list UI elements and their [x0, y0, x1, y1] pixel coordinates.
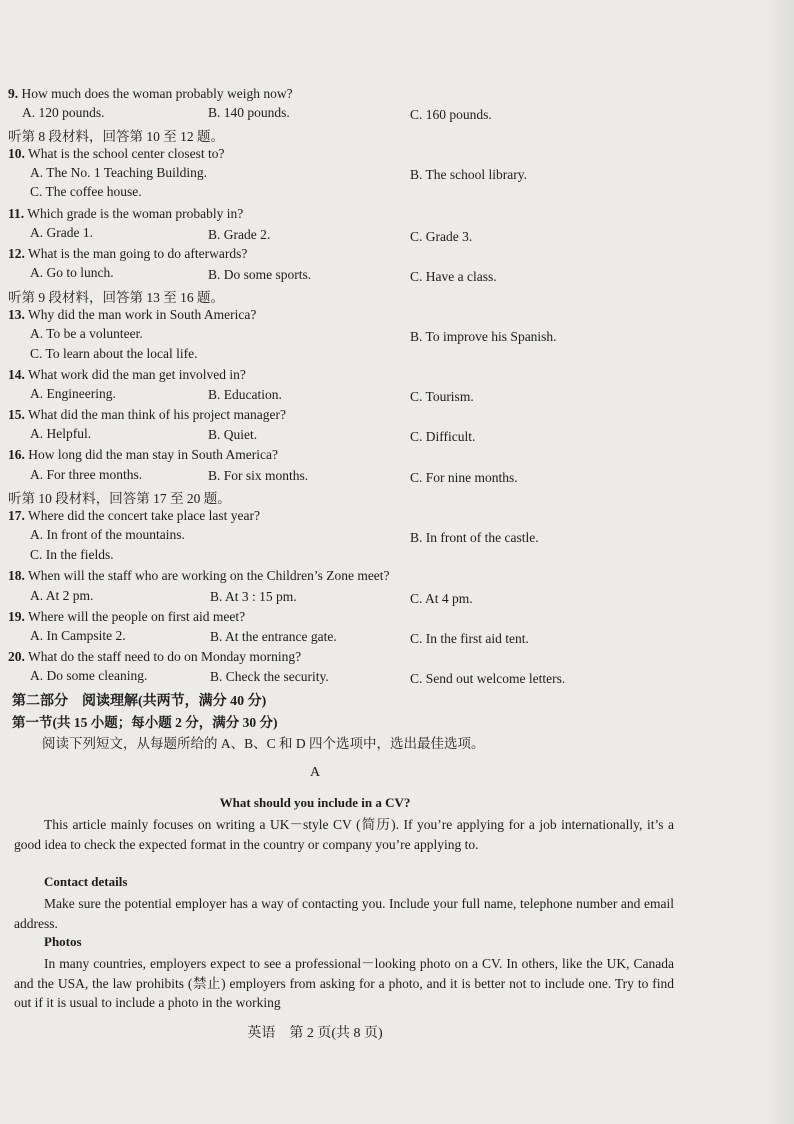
q12-option-a: A. Go to lunch. [30, 265, 114, 280]
q13-option-b: B. To improve his Spanish. [410, 329, 557, 344]
reading-instruction: 阅读下列短文，从每题所给的 A、B、C 和 D 四个选项中，选出最佳选项。 [42, 736, 485, 751]
question-11: 11. Which grade is the woman probably in? [8, 206, 244, 221]
question-15: 15. What did the man think of his project manager? [8, 407, 286, 422]
question-14: 14. What work did the man get involved in? [8, 367, 246, 382]
q14-option-a: A. Engineering. [30, 386, 116, 401]
q20-option-a: A. Do some cleaning. [30, 668, 148, 683]
question-20: 20. What do the staff need to do on Monday morning? [8, 649, 302, 664]
q10-option-a: A. The No. 1 Teaching Building. [30, 165, 208, 180]
question-19: 19. Where will the people on first aid meet? [8, 609, 246, 624]
q20-option-c: C. Send out welcome letters. [410, 671, 566, 686]
passage-title: What should you include in a CV? [219, 795, 411, 810]
q17-option-b: B. In front of the castle. [410, 530, 539, 545]
q17-option-c: C. In the fields. [30, 547, 114, 562]
q16-option-a: A. For three months. [30, 467, 143, 482]
paragraph-contact: Make sure the potential employer has a way of contacting you. Include your full name, telephone number and email address. [14, 896, 674, 931]
paragraph-photos: In many countries, employers expect to see a professional－looking photo on a CV. In others, like the UK, Canada and the USA, the law prohibits (禁止) employers from asking for a photo, and it is better not to include one. Try to find out if it is usual to include a photo in the working [14, 956, 674, 1010]
question-18: 18. When will the staff who are working on the Children’s Zone meet? [8, 568, 390, 583]
part2-title: 第二部分 阅读理解(共两节，满分 40 分) [12, 694, 267, 709]
q18-option-a: A. At 2 pm. [30, 588, 94, 603]
heading-photos: Photos [44, 934, 82, 949]
question-17: 17. Where did the concert take place last year? [8, 508, 261, 523]
q14-option-c: C. Tourism. [410, 389, 474, 404]
q9-option-c: C. 160 pounds. [410, 107, 492, 122]
q9-option-a: A. 120 pounds. [22, 105, 105, 120]
question-10: 10. What is the school center closest to? [8, 146, 225, 161]
q9-option-b: B. 140 pounds. [208, 105, 290, 120]
q19-option-c: C. In the first aid tent. [410, 631, 529, 646]
q15-option-b: B. Quiet. [208, 427, 258, 442]
q11-option-c: C. Grade 3. [410, 229, 473, 244]
section-header-10: 听第 10 段材料，回答第 17 至 20 题。 [8, 491, 231, 506]
section1-title: 第一节(共 15 小题；每小题 2 分，满分 30 分) [12, 715, 278, 730]
q15-option-c: C. Difficult. [410, 429, 476, 444]
q16-option-c: C. For nine months. [410, 470, 518, 485]
question-16: 16. How long did the man stay in South America? [8, 447, 278, 462]
question-9: 9. How much does the woman probably weigh now? [8, 86, 293, 101]
section-header-8: 听第 8 段材料，回答第 10 至 12 题。 [8, 129, 224, 144]
question-13: 13. Why did the man work in South America? [8, 307, 257, 322]
q20-option-b: B. Check the security. [210, 669, 329, 684]
q11-option-b: B. Grade 2. [208, 227, 271, 242]
heading-contact-details: Contact details [44, 874, 128, 889]
q12-option-c: C. Have a class. [410, 269, 497, 284]
q14-option-b: B. Education. [208, 387, 282, 402]
question-12: 12. What is the man going to do afterwards? [8, 246, 248, 261]
q19-option-a: A. In Campsite 2. [30, 628, 126, 643]
q11-option-a: A. Grade 1. [30, 225, 93, 240]
paragraph-intro: This article mainly focuses on writing a UK－style CV (简历). If you’re applying for a job internationally, it’s a good idea to check the expected format in the country or company you’re applying to. [14, 817, 674, 852]
q16-option-b: B. For six months. [208, 468, 309, 483]
q18-option-c: C. At 4 pm. [410, 591, 473, 606]
q15-option-a: A. Helpful. [30, 426, 92, 441]
q13-option-a: A. To be a volunteer. [30, 326, 143, 341]
q10-option-b: B. The school library. [410, 167, 527, 182]
passage-letter: A [309, 765, 321, 780]
q17-option-a: A. In front of the mountains. [30, 527, 185, 542]
q10-option-c: C. The coffee house. [30, 184, 142, 199]
q12-option-b: B. Do some sports. [208, 267, 312, 282]
q13-option-c: C. To learn about the local life. [30, 346, 198, 361]
q18-option-b: B. At 3 : 15 pm. [210, 589, 297, 604]
page-footer: 英语 第 2 页(共 8 页) [247, 1026, 383, 1041]
scan-shadow [764, 0, 794, 1124]
q19-option-b: B. At the entrance gate. [210, 629, 337, 644]
section-header-9: 听第 9 段材料，回答第 13 至 16 题。 [8, 290, 224, 305]
